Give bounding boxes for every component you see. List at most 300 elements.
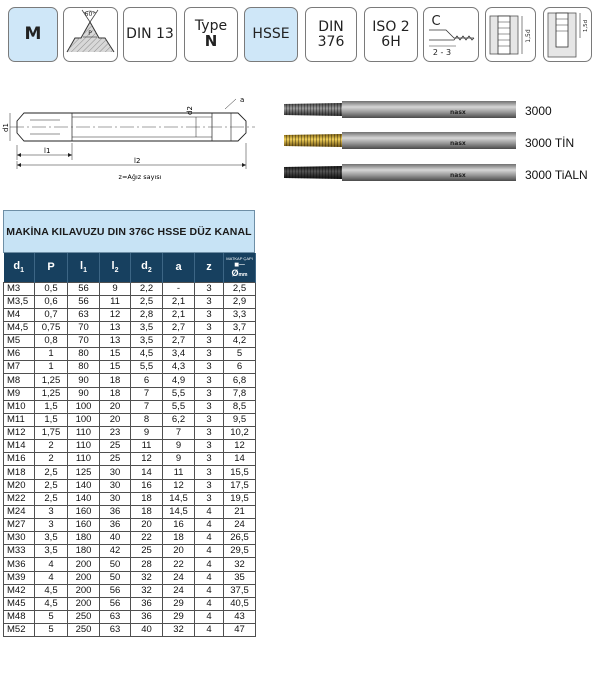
table-cell: 160 [68,519,100,532]
table-cell: 4 [195,624,224,637]
table-cell: M3 [4,282,35,295]
spec-table-container [3,210,255,637]
table-cell: 3 [195,479,224,492]
table-cell: 3 [195,282,224,295]
table-body [4,282,256,637]
table-cell: 12 [131,453,163,466]
table-cell: 3 [195,466,224,479]
table-cell: 1,25 [35,374,68,387]
table-cell: 15,5 [224,466,256,479]
badge-thread-length-through [485,7,536,62]
table-cell: 3 [195,321,224,334]
table-row [4,571,256,584]
table-cell: 100 [68,400,100,413]
table-cell: 9 [163,453,195,466]
table-cell: 80 [68,348,100,361]
table-cell: 14,5 [163,505,195,518]
table-cell: 56 [100,584,131,597]
table-cell: 20 [163,545,195,558]
table-cell: 4 [195,611,224,624]
table-cell: M14 [4,440,35,453]
table-cell: M6 [4,348,35,361]
label-l2: l2 [134,157,141,165]
table-cell: 2,5 [224,282,256,295]
table-cell: 32 [224,558,256,571]
table-row [4,453,256,466]
table-cell: 3,5 [35,532,68,545]
table-cell: 3 [195,492,224,505]
table-cell: 63 [100,611,131,624]
thread-profile-icon [64,8,117,61]
table-cell: 2,7 [163,321,195,334]
table-cell: 11 [100,295,131,308]
table-cell: 70 [68,335,100,348]
table-cell: 22 [163,558,195,571]
badge-din13-label: DIN 13 [126,26,174,43]
table-cell: 3,5 [35,545,68,558]
table-cell: 3 [195,374,224,387]
table-cell: 56 [68,282,100,295]
table-row [4,597,256,610]
table-cell: 8,5 [224,400,256,413]
table-cell: 9,5 [224,413,256,426]
table-cell: 47 [224,624,256,637]
table-cell: 9 [131,427,163,440]
table-cell: M11 [4,413,35,426]
header-p: P [35,253,68,282]
table-row [4,519,256,532]
table-row [4,400,256,413]
tap-photo-3000-tialn [284,164,516,181]
table-cell: 200 [68,558,100,571]
table-cell: 0,8 [35,335,68,348]
table-cell: 3 [195,400,224,413]
table-cell: 180 [68,532,100,545]
table-cell: 26,5 [224,532,256,545]
table-cell: M36 [4,558,35,571]
table-cell: 200 [68,571,100,584]
table-cell: M24 [4,505,35,518]
table-cell: 2,2 [131,282,163,295]
table-cell: 0,6 [35,295,68,308]
badge-din376-line2: 376 [317,33,345,50]
photo-label-3000-tialn: 3000 TiALN [525,168,588,182]
table-row [4,624,256,637]
badge-iso-line1: ISO 2 [372,18,410,35]
table-cell: 110 [68,427,100,440]
table-cell: 43 [224,611,256,624]
table-cell: M3,5 [4,295,35,308]
table-cell: 36 [131,611,163,624]
table-cell: 24 [163,571,195,584]
table-cell: 4 [35,571,68,584]
badge-thread-length-blind [543,7,592,62]
table-cell: 0,7 [35,308,68,321]
table-cell: 12 [100,308,131,321]
table-cell: 4 [195,545,224,558]
table-cell: - [163,282,195,295]
table-cell: 40,5 [224,597,256,610]
tap-photo-3000 [284,101,516,118]
table-row [4,545,256,558]
table-cell: 20 [100,413,131,426]
table-row [4,282,256,295]
table-cell: 25 [131,545,163,558]
table-cell: 7 [131,387,163,400]
spec-table [3,253,256,637]
table-cell: 0,5 [35,282,68,295]
table-cell: 9 [163,440,195,453]
table-cell: 24 [163,584,195,597]
table-cell: 5,5 [163,400,195,413]
table-cell: 2,1 [163,295,195,308]
table-cell: 18 [131,492,163,505]
table-cell: 200 [68,597,100,610]
table-cell: 14 [131,466,163,479]
table-row [4,584,256,597]
table-cell: 5 [35,611,68,624]
table-cell: 1,5 [35,400,68,413]
drill-header-caption: MATKAP ÇAPI [226,255,253,261]
table-cell: 37,5 [224,584,256,597]
drawing-caption: z=Ağız sayısı [118,173,162,181]
thread-angle-label: 60° [84,11,96,18]
table-cell: M42 [4,584,35,597]
table-cell: 2 [35,453,68,466]
label-d2: d2 [186,106,194,115]
header-l2: $l_2$ [100,253,131,282]
table-cell: M8 [4,374,35,387]
table-cell: M30 [4,532,35,545]
product-photos [282,95,522,190]
table-cell: M4,5 [4,321,35,334]
table-cell: 1,5 [35,413,68,426]
table-cell: 29 [163,611,195,624]
table-cell: 3 [195,413,224,426]
badge-chamfer [423,7,479,62]
table-cell: 7 [163,427,195,440]
table-cell: 63 [68,308,100,321]
table-cell: 13 [100,321,131,334]
table-cell: 6 [224,361,256,374]
diameter-symbol: Ø [231,267,239,278]
table-cell: 56 [100,597,131,610]
table-cell: 16 [163,519,195,532]
tap-photo-3000-tin [284,132,516,149]
table-row [4,558,256,571]
table-row [4,466,256,479]
table-cell: 4 [195,505,224,518]
badge-metric [8,7,58,62]
badge-din376 [305,7,357,62]
table-cell: M9 [4,387,35,400]
header-z: z [195,253,224,282]
table-cell: 10,2 [224,427,256,440]
table-cell: 4 [195,584,224,597]
table-cell: 30 [100,492,131,505]
table-cell: 13 [100,335,131,348]
table-cell: 42 [100,545,131,558]
table-cell: 3 [195,335,224,348]
table-cell: 4,5 [131,348,163,361]
badge-metric-label: M [24,23,42,44]
table-cell: M52 [4,624,35,637]
table-cell: M22 [4,492,35,505]
table-cell: 4 [195,597,224,610]
table-cell: 56 [68,295,100,308]
badge-type-label: Type [194,18,228,35]
through-hole-icon [486,8,535,61]
table-cell: 18 [131,505,163,518]
table-cell: 3 [195,295,224,308]
table-cell: 29,5 [224,545,256,558]
table-row [4,413,256,426]
badge-din13 [123,7,177,62]
table-row [4,335,256,348]
table-cell: 110 [68,453,100,466]
header-a: a [163,253,195,282]
table-cell: 2,1 [163,308,195,321]
table-header-row [4,253,256,282]
through-hole-length: 1,5d [525,29,532,43]
table-cell: 30 [100,466,131,479]
photo-label-3000-tin: 3000 TİN [525,136,575,150]
table-cell: 6 [131,374,163,387]
table-row [4,479,256,492]
table-cell: 18 [100,374,131,387]
table-cell: 36 [100,519,131,532]
table-cell: 3 [195,427,224,440]
table-cell: 0,75 [35,321,68,334]
chamfer-icon [424,8,478,61]
tap-dimension-drawing [0,95,270,190]
table-cell: 32 [163,624,195,637]
drill-unit: mm [238,271,248,278]
table-cell: 3 [35,519,68,532]
table-cell: 140 [68,492,100,505]
tap-brand-3: nasx [450,172,466,179]
table-title: MAKİNA KILAVUZU DIN 376C HSSE DÜZ KANAL [3,210,255,253]
tap-brand-1: nasx [450,109,466,116]
table-cell: 1 [35,361,68,374]
table-cell: 70 [68,321,100,334]
table-cell: 20 [131,519,163,532]
table-cell: 25 [100,440,131,453]
table-cell: 15 [100,361,131,374]
table-cell: 19,5 [224,492,256,505]
table-cell: 2,9 [224,295,256,308]
table-cell: 3 [195,440,224,453]
table-cell: 9 [100,282,131,295]
table-cell: 36 [100,505,131,518]
table-cell: 63 [100,624,131,637]
table-cell: 2,8 [131,308,163,321]
badge-hsse [244,7,298,62]
blind-hole-length: 1,5d [583,19,589,33]
badge-iso-line2: 6H [381,33,401,50]
table-cell: 250 [68,611,100,624]
table-cell: 250 [68,624,100,637]
table-cell: M27 [4,519,35,532]
table-cell: 17,5 [224,479,256,492]
table-cell: M7 [4,361,35,374]
table-cell: 125 [68,466,100,479]
table-cell: 1,25 [35,387,68,400]
table-cell: 2 [35,440,68,453]
table-cell: 3 [195,361,224,374]
table-cell: 7,8 [224,387,256,400]
table-row [4,505,256,518]
table-cell: 11 [163,466,195,479]
table-row [4,440,256,453]
table-cell: 3,5 [131,321,163,334]
table-cell: M20 [4,479,35,492]
table-cell: 22 [131,532,163,545]
table-cell: M10 [4,400,35,413]
table-cell: 16 [131,479,163,492]
table-row [4,387,256,400]
header-d1: $d_1$ [4,253,35,282]
table-cell: 28 [131,558,163,571]
table-cell: 12 [163,479,195,492]
table-cell: 100 [68,413,100,426]
table-cell: 15 [100,348,131,361]
table-cell: M4 [4,308,35,321]
table-cell: 3 [35,505,68,518]
table-cell: M48 [4,611,35,624]
table-cell: 4 [195,532,224,545]
table-cell: 7 [131,400,163,413]
table-row [4,321,256,334]
table-cell: 5,5 [131,361,163,374]
table-cell: 6,8 [224,374,256,387]
table-cell: 3,4 [163,348,195,361]
chamfer-letter: C [431,14,441,29]
table-cell: 4,5 [35,584,68,597]
header-l1: $l_1$ [68,253,100,282]
badge-iso [364,7,418,62]
table-row [4,295,256,308]
table-cell: 36 [131,597,163,610]
table-cell: 3,5 [131,335,163,348]
table-cell: 50 [100,558,131,571]
table-cell: 3,7 [224,321,256,334]
badge-din376-line1: DIN [318,18,344,35]
table-cell: 24 [224,519,256,532]
table-cell: 30 [100,479,131,492]
table-cell: 2,5 [35,479,68,492]
table-cell: 4 [195,558,224,571]
table-cell: M12 [4,427,35,440]
table-cell: 160 [68,505,100,518]
table-cell: M45 [4,597,35,610]
header-drill-diameter [224,253,256,282]
label-a: a [240,96,245,104]
table-cell: 32 [131,584,163,597]
table-cell: 5,5 [163,387,195,400]
table-row [4,532,256,545]
table-cell: 3 [195,387,224,400]
table-cell: 50 [100,571,131,584]
table-cell: 4,5 [35,597,68,610]
table-cell: M39 [4,571,35,584]
table-cell: 18 [163,532,195,545]
table-cell: 110 [68,440,100,453]
table-cell: 1 [35,348,68,361]
table-cell: M5 [4,335,35,348]
table-cell: 4,3 [163,361,195,374]
table-cell: 12 [224,440,256,453]
table-cell: 5 [224,348,256,361]
table-cell: 2,5 [35,492,68,505]
drill-bit-icon: ■─ [234,259,245,269]
thread-pitch-label: P [88,30,92,37]
table-cell: 25 [100,453,131,466]
table-cell: 40 [131,624,163,637]
table-cell: 180 [68,545,100,558]
table-row [4,611,256,624]
table-cell: 4,9 [163,374,195,387]
table-cell: 140 [68,479,100,492]
table-cell: 80 [68,361,100,374]
table-cell: 1,75 [35,427,68,440]
table-cell: 90 [68,374,100,387]
badge-type-value: N [204,31,218,50]
table-cell: 2,5 [35,466,68,479]
table-cell: 3 [195,453,224,466]
table-cell: M33 [4,545,35,558]
table-cell: 3,3 [224,308,256,321]
table-cell: 4 [35,558,68,571]
tap-brand-2: nasx [450,140,466,147]
table-cell: 3 [195,308,224,321]
table-row [4,427,256,440]
table-cell: 200 [68,584,100,597]
table-row [4,374,256,387]
table-cell: 18 [100,387,131,400]
table-cell: 4 [195,519,224,532]
table-cell: 14 [224,453,256,466]
blind-hole-icon [544,8,591,61]
table-cell: 29 [163,597,195,610]
table-cell: 8 [131,413,163,426]
table-cell: 6,2 [163,413,195,426]
table-cell: 21 [224,505,256,518]
table-row [4,308,256,321]
table-cell: M16 [4,453,35,466]
badge-thread-profile [63,7,118,62]
chamfer-range: 2 - 3 [432,48,452,57]
label-d1: d1 [2,123,10,132]
badge-hsse-label: HSSE [252,26,290,43]
table-cell: 4,2 [224,335,256,348]
table-cell: 11 [131,440,163,453]
table-cell: 3 [195,348,224,361]
table-cell: 20 [100,400,131,413]
photo-label-3000: 3000 [525,104,552,118]
table-cell: 14,5 [163,492,195,505]
table-row [4,492,256,505]
table-cell: 4 [195,571,224,584]
table-cell: 5 [35,624,68,637]
table-row [4,361,256,374]
table-cell: 40 [100,532,131,545]
badge-type [184,7,238,62]
table-row [4,348,256,361]
table-cell: 32 [131,571,163,584]
header-d2: $d_2$ [131,253,163,282]
table-cell: 2,7 [163,335,195,348]
